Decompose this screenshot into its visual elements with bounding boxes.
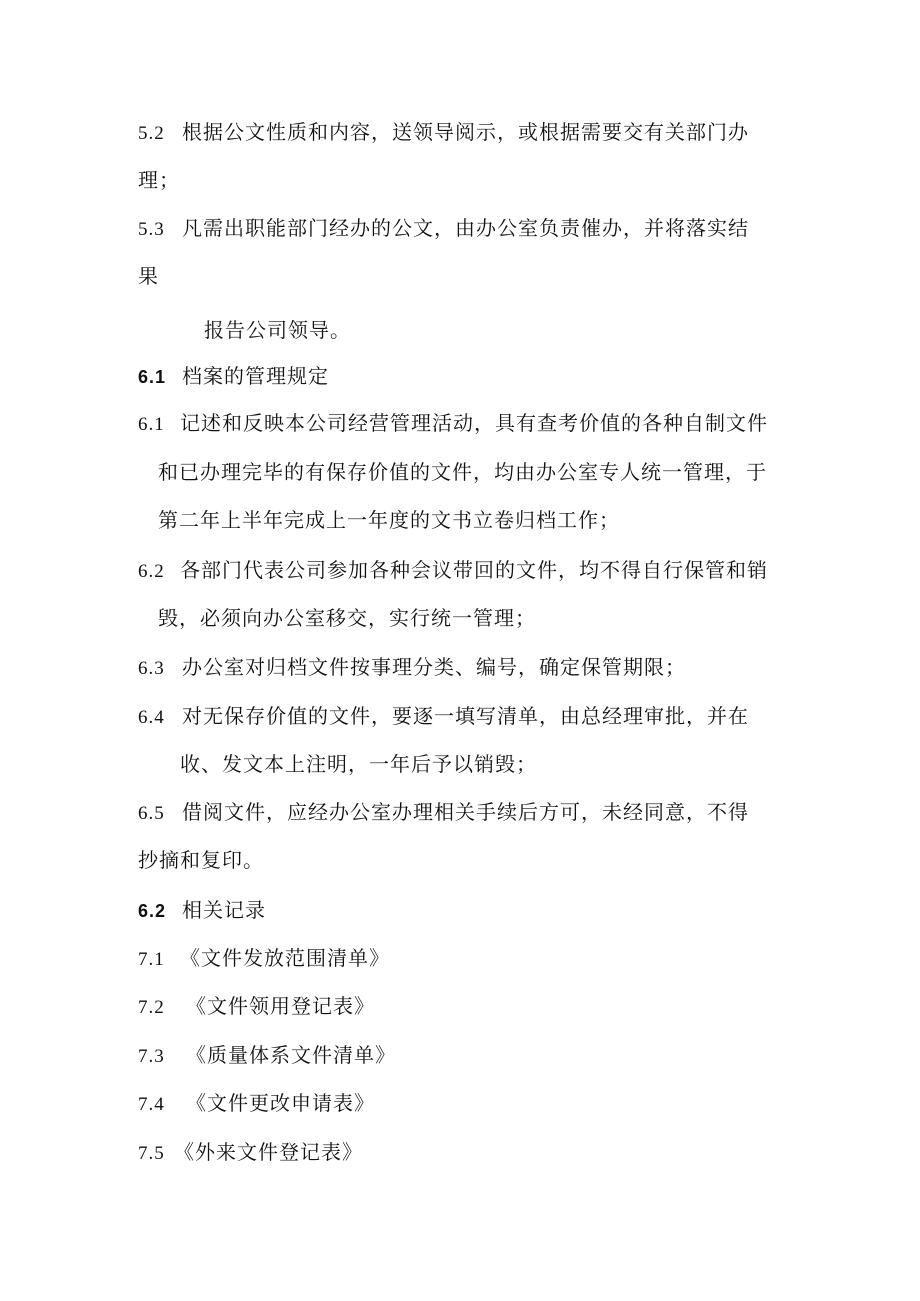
record-title: 《外来文件登记表》: [174, 1140, 363, 1164]
record-7-5: [138, 1140, 363, 1166]
clause-6-1-continued: [158, 460, 767, 484]
clause-6-2: [138, 558, 768, 584]
clause-5-3-continued-2: [204, 318, 351, 342]
record-title: 《质量体系文件清单》: [186, 1043, 396, 1067]
record-7-4: [138, 1091, 375, 1117]
clause-number: 6.1: [138, 414, 165, 435]
record-7-1: [138, 946, 390, 972]
clause-number: 6.2: [138, 561, 165, 582]
clause-number: 6.3: [138, 658, 165, 679]
clause-6-4-continued: [180, 752, 537, 776]
clause-number: 5.2: [138, 123, 165, 144]
clause-text-continued: 理；: [138, 168, 180, 192]
clause-6-4: [138, 704, 749, 730]
clause-number: 6.4: [138, 707, 165, 728]
record-title: 《文件更改申请表》: [186, 1091, 375, 1115]
clause-text-continued: 抄摘和复印。: [138, 848, 264, 872]
clause-text: 记述和反映本公司经营管理活动，具有查考价值的各种自制文件: [180, 411, 768, 435]
clause-text-continued: 和已办理完毕的有保存价值的文件，均由办公室专人统一管理，于: [158, 460, 767, 484]
clause-6-1: [138, 411, 768, 437]
clause-5-3-continued: [138, 264, 159, 288]
clause-text: 根据公文性质和内容，送领导阅示，或根据需要交有关部门办: [182, 120, 749, 144]
clause-6-2-continued: [158, 606, 536, 630]
clause-text-continued: 报告公司领导。: [204, 318, 351, 342]
clause-5-2-continued: [138, 168, 180, 192]
record-number: 7.1: [138, 949, 165, 970]
record-7-3: [138, 1043, 396, 1069]
clause-text-continued: 第二年上半年完成上一年度的文书立卷归档工作；: [158, 508, 620, 532]
clause-6-3: [138, 655, 686, 681]
section-heading-text: 相关记录: [182, 898, 266, 922]
clause-number: 6.5: [138, 803, 165, 824]
section-heading-records: [138, 898, 266, 923]
record-title: 《文件领用登记表》: [186, 994, 375, 1018]
clause-5-2: [138, 120, 749, 146]
clause-5-3: [138, 216, 749, 242]
clause-6-5: [138, 800, 749, 826]
clause-text-continued: 毁，必须向办公室移交，实行统一管理；: [158, 606, 536, 630]
record-number: 7.5: [138, 1143, 165, 1164]
record-number: 7.2: [138, 997, 165, 1018]
record-number: 7.3: [138, 1046, 165, 1067]
clause-text: 各部门代表公司参加各种会议带回的文件，均不得自行保管和销: [180, 558, 768, 582]
clause-6-1-continued-2: [158, 508, 620, 532]
record-number: 7.4: [138, 1094, 165, 1115]
clause-text: 办公室对归档文件按事理分类、编号，确定保管期限；: [182, 655, 686, 679]
clause-text: 凡需出职能部门经办的公文，由办公室负责催办，并将落实结: [182, 216, 749, 240]
clause-text: 对无保存价值的文件，要逐一填写清单，由总经理审批，并在: [182, 704, 749, 728]
section-number: 6.1: [138, 367, 167, 387]
section-number: 6.2: [138, 901, 167, 921]
clause-text-continued: 收、发文本上注明，一年后予以销毁；: [180, 752, 537, 776]
section-heading-archive: [138, 364, 329, 389]
record-title: 《文件发放范围清单》: [180, 946, 390, 970]
clause-text-continued: 果: [138, 264, 159, 288]
clause-6-5-continued: [138, 848, 264, 872]
record-7-2: [138, 994, 375, 1020]
clause-text: 借阅文件，应经办公室办理相关手续后方可，未经同意，不得: [182, 800, 749, 824]
clause-number: 5.3: [138, 219, 165, 240]
section-heading-text: 档案的管理规定: [182, 364, 329, 388]
